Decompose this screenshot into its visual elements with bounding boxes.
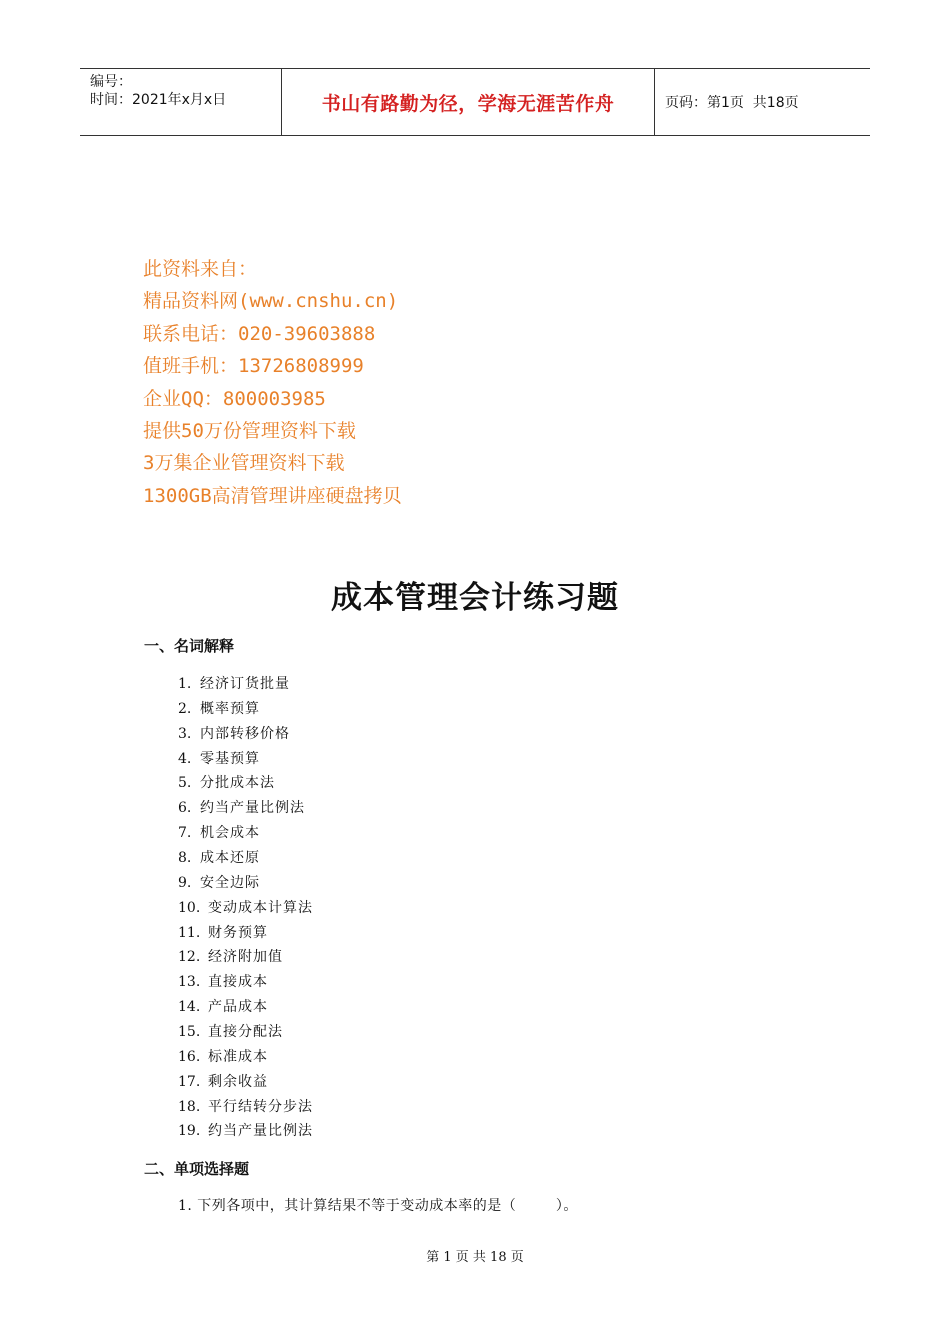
- list-item-number: 13.: [178, 974, 201, 991]
- promo-line: 值班手机：13726808999: [143, 355, 364, 378]
- list-item: [178, 771, 313, 796]
- list-item: [178, 796, 313, 821]
- list-item-number: 1.: [178, 676, 192, 692]
- list-item: [178, 871, 313, 896]
- list-item-number: 8.: [178, 850, 192, 867]
- list-item-text: 平行结转分步法: [208, 1098, 313, 1115]
- list-item-text: 变动成本计算法: [208, 899, 313, 916]
- list-item-number: 9.: [178, 874, 192, 891]
- header-date-label: 时间：2021年x月x日: [90, 92, 227, 108]
- list-item: [178, 1119, 313, 1144]
- list-item: [178, 821, 313, 846]
- list-item: [178, 672, 313, 697]
- list-item-number: 18.: [178, 1098, 201, 1115]
- list-item-text: 经济订货批量: [200, 676, 290, 692]
- header-number-label: 编号：: [90, 74, 132, 90]
- list-item: [178, 945, 313, 970]
- list-item-number: 14.: [178, 999, 201, 1016]
- promo-block: [143, 253, 402, 512]
- list-item-text: 标准成本: [208, 1048, 268, 1065]
- list-item-text: 内部转移价格: [200, 725, 290, 742]
- list-item-text: 零基预算: [200, 750, 260, 767]
- promo-line: 1300GB高清管理讲座硬盘拷贝: [143, 484, 402, 507]
- list-item-number: 6.: [178, 800, 192, 817]
- section-heading-definitions: 一、名词解释: [144, 637, 235, 655]
- list-item-number: 10.: [178, 899, 201, 916]
- list-item: [178, 747, 313, 772]
- list-item-number: 19.: [178, 1123, 201, 1140]
- list-item-number: 5.: [178, 775, 192, 792]
- header-page-info-cell: [655, 69, 870, 135]
- promo-line: 提供50万份管理资料下载: [143, 419, 356, 442]
- list-item-text: 分批成本法: [200, 775, 275, 792]
- list-item-text: 直接分配法: [208, 1024, 283, 1041]
- list-item: [178, 995, 313, 1020]
- list-item: [178, 921, 313, 946]
- list-item: [178, 1070, 313, 1095]
- list-item: [178, 970, 313, 995]
- promo-line: 此资料来自：: [143, 258, 258, 280]
- list-item-number: 4.: [178, 750, 192, 767]
- list-item-text: 机会成本: [200, 825, 260, 842]
- list-item-number: 16.: [178, 1048, 201, 1065]
- list-item: [178, 722, 313, 747]
- promo-line: 精品资料网(www.cnshu.cn): [143, 290, 399, 313]
- list-item-text: 产品成本: [208, 999, 268, 1016]
- list-item-number: 11.: [178, 924, 201, 941]
- promo-line: 企业QQ：800003985: [143, 387, 326, 410]
- list-item: [178, 896, 313, 921]
- list-item-number: 2.: [178, 700, 192, 717]
- list-item: [178, 1095, 313, 1120]
- list-item: [178, 1020, 313, 1045]
- term-list: [178, 672, 313, 1144]
- header-meta-cell: [80, 69, 281, 135]
- page-header-table: [80, 68, 870, 136]
- header-motto: 书山有路勤为径，学海无涯苦作舟: [281, 69, 655, 135]
- header-page-info: 页码：第1页 共18页: [665, 95, 799, 111]
- list-item: [178, 697, 313, 722]
- promo-line: 联系电话：020-39603888: [143, 322, 376, 345]
- list-item-text: 成本还原: [200, 850, 260, 867]
- promo-line: 3万集企业管理资料下载: [143, 452, 345, 475]
- list-item: [178, 1045, 313, 1070]
- list-item-number: 17.: [178, 1073, 201, 1090]
- list-item-text: 概率预算: [200, 700, 260, 717]
- list-item-text: 剩余收益: [208, 1073, 268, 1090]
- section-heading-multiple-choice: 二、单项选择题: [144, 1160, 250, 1178]
- list-item-text: 约当产量比例法: [208, 1123, 313, 1140]
- list-item-number: 12.: [178, 949, 201, 966]
- list-item: [178, 846, 313, 871]
- list-item-text: 约当产量比例法: [200, 800, 305, 817]
- document-title: 成本管理会计练习题: [331, 580, 619, 616]
- question-item: 1. 下列各项中，其计算结果不等于变动成本率的是（ ）。: [178, 1198, 578, 1214]
- list-item-number: 7.: [178, 825, 192, 842]
- list-item-text: 财务预算: [208, 924, 268, 941]
- list-item-number: 15.: [178, 1024, 201, 1041]
- page-footer: 第 1 页 共 18 页: [426, 1250, 524, 1265]
- list-item-text: 安全边际: [200, 874, 260, 891]
- list-item-text: 直接成本: [208, 974, 268, 991]
- list-item-text: 经济附加值: [208, 949, 283, 966]
- list-item-number: 3.: [178, 725, 192, 742]
